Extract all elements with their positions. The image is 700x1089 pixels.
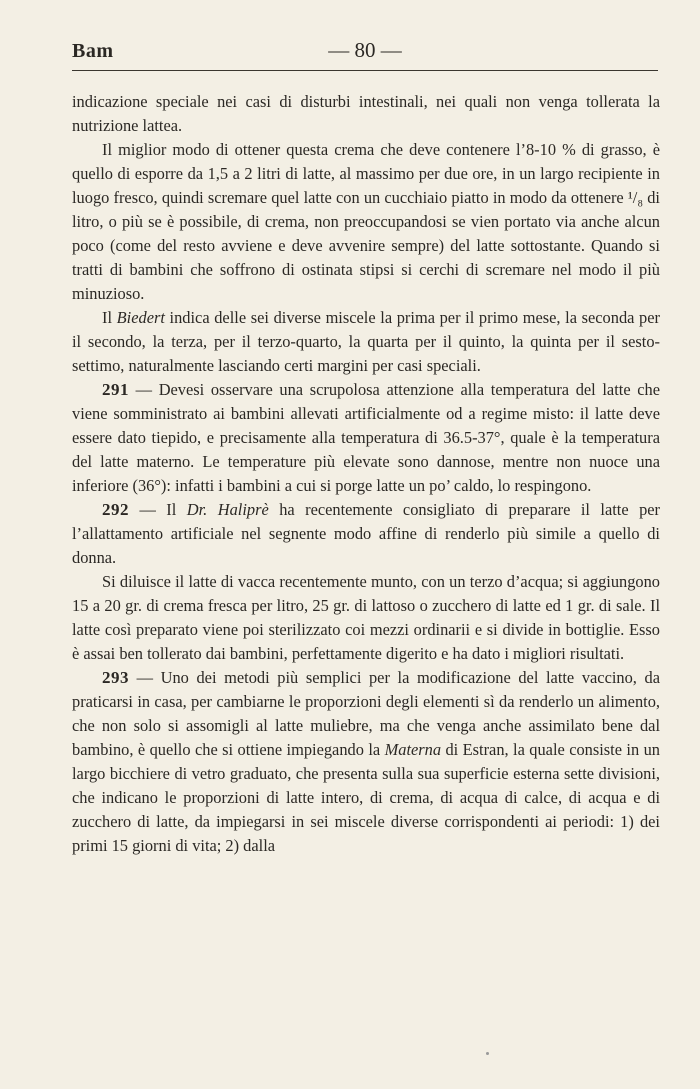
page-number: — 80 —	[328, 38, 402, 62]
product-name: Materna	[384, 740, 442, 759]
author-name: Biedert	[116, 308, 165, 327]
body-text	[72, 90, 660, 858]
section-number: 291	[102, 380, 129, 399]
page-speck	[486, 1052, 489, 1055]
paragraph-text: Il	[102, 308, 117, 327]
paragraph: Il miglior modo di ottener questa crema che deve contenere l’8-10 % di grasso, è quello di esporre da 1,5 a 2 litri di latte, al massimo per due ore, in un largo recipiente in luogo fresco, quindi scremare quel latte con un cucchiaio piatto in modo da ottenere ¹/₈ di litro, o più se è possibile, di crema, non preoccupandosi se vien portato via anche alcun poco (come del resto avviene e deve avvenire sempre) del latte sottostante. Quando si tratti di bambini che soffrono di ostinata stipsi si cerchi di scremare nel modo il più minuzioso.	[72, 140, 660, 303]
page-header	[72, 36, 658, 70]
paragraph-text: ha recentemente consigliato di preparare il latte per l’allattamento artificiale nel segnente modo affine di renderlo più simile a quello di donna.	[72, 500, 660, 567]
author-name: Dr. Haliprè	[186, 500, 269, 519]
paragraph-text: — Uno dei metodi più semplici per la modificazione del latte vaccino, da praticarsi in casa, per cambiarne le proporzioni degli elementi sì da renderlo un alimento, che non solo si assomigli al latte muliebre, ma che venga anche assimilato bene dal bambino, è quello che si ottiene impiegando la	[72, 668, 660, 759]
paragraph-text: di Estran, la quale consiste in un largo bicchiere di vetro graduato, che presenta sulla sua superficie esterna sette divisioni, che indicano le proporzioni di latte intero, di crema, di acqua di calce, di acqua e di zucchero di latte, da impiegarsi in sei miscele diverse corrispondenti ai periodi: 1) dei primi 15 giorni di vita; 2) dalla	[72, 740, 661, 855]
running-head: Bam	[72, 40, 114, 62]
paragraph	[72, 666, 660, 858]
paragraph	[72, 306, 660, 378]
section-number: 293	[102, 668, 129, 687]
paragraph-text: — Il	[129, 500, 187, 519]
paragraph-text: indica delle sei diverse miscele la prima per il primo mese, la seconda per il secondo, la terza, per il terzo-quarto, la quarta per il quinto, la quinta per il sesto-settimo, naturalmente lasciando certi margini per casi speciali.	[72, 308, 660, 375]
section-number: 292	[102, 500, 129, 519]
paragraph: indicazione speciale nei casi di disturbi intestinali, nei quali non venga tollerata la nutrizione lattea.	[72, 92, 660, 135]
paragraph-text: — Devesi osservare una scrupolosa attenzione alla temperatura del latte che viene somministrato ai bambini allevati artificialmente od a regime misto: il latte deve essere dato tiepido, e precisamente alla temperatura di 36.5-37°, quale è la temperatura del latte materno. Le temperature più elevate sono dannose, mentre non nuoce una inferiore (36°): infatti i bambini a cui si porge latte un po’ caldo, lo respingono.	[72, 380, 660, 495]
paragraph	[72, 498, 660, 570]
paragraph: Si diluisce il latte di vacca recentemente munto, con un terzo d’acqua; si aggiungono 15 a 20 gr. di crema fresca per litro, 25 gr. di lattoso o zucchero di latte ed 1 gr. di sale. Il latte così preparato viene poi sterilizzato coi mezzi ordinarii e si divide in bottiglie. Esso è assai ben tollerato dai bambini, perfettamente digerito e ha dato i migliori risultati.	[72, 572, 660, 663]
paragraph	[72, 378, 660, 498]
header-rule	[72, 70, 658, 71]
